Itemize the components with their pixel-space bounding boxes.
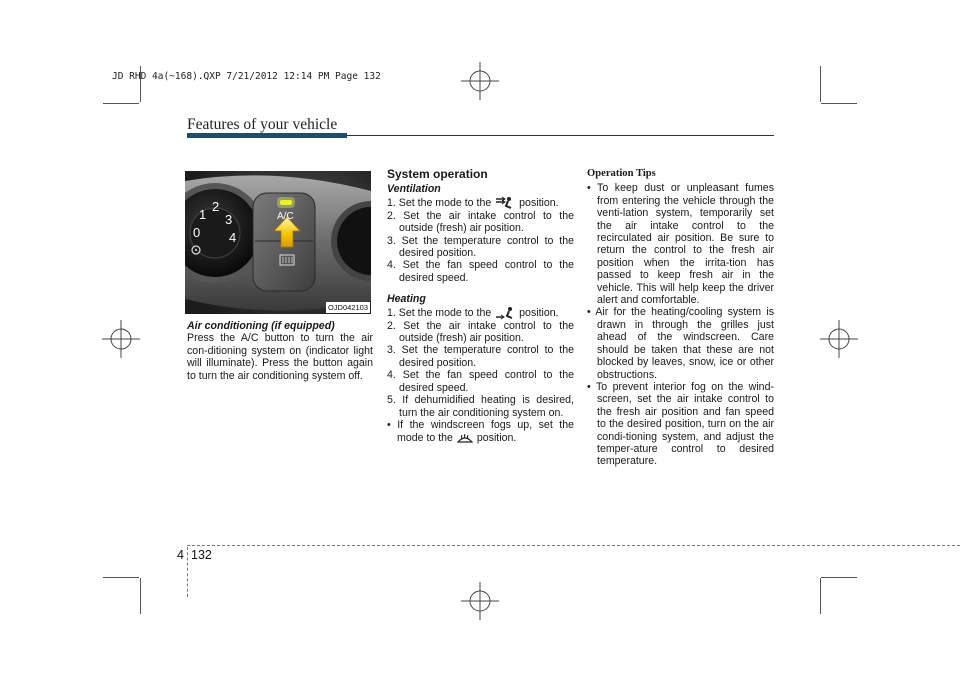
footer-rule (187, 545, 960, 546)
crop-mark (103, 577, 139, 578)
crop-mark (820, 578, 821, 614)
ventilation-step-4: 4. Set the fan speed control to the desired speed. (387, 259, 574, 284)
crop-mark (140, 578, 141, 614)
registration-mark-icon (461, 62, 499, 100)
climate-panel-illustration (185, 171, 371, 314)
ventilation-step-2: 2. Set the air intake control to the outside (fresh) air position. (387, 209, 574, 235)
heating-step-3: 3. Set the temperature control to the desired position. (387, 344, 574, 369)
system-operation-section (387, 168, 574, 445)
header-rule (347, 135, 774, 136)
floor-mode-icon (494, 306, 516, 320)
registration-mark-icon (820, 320, 858, 358)
section-title: Features of your vehicle (187, 116, 338, 133)
header-accent-bar (187, 133, 347, 138)
dial-number: 3 (225, 212, 233, 227)
image-code: OJD042103 (327, 303, 368, 312)
dial-number: 2 (212, 199, 220, 214)
registration-mark-icon (461, 582, 499, 620)
tip-1: • To keep dust or unpleasant fumes from entering the vehicle through the venti-lation system, temporarily set the air intake control to the recirculated air position. Be sure to return the control to the fresh air position when the irrita-tion has passed to keep fresh air in the vehicle. This will help keep the driver alert and comfortable. (587, 182, 774, 307)
operation-tips-heading: Operation Tips (587, 168, 656, 179)
crop-mark (821, 577, 857, 578)
ventilation-step-3: 3. Set the temperature control to the desired position. (387, 234, 574, 260)
dial-number: 0 (193, 225, 201, 240)
ac-button-label: A/C (277, 211, 294, 222)
system-operation-heading: System operation (387, 167, 488, 181)
ac-heading: Air conditioning (if equipped) (187, 320, 335, 332)
dial-number: 1 (199, 207, 207, 222)
dial-number: 4 (229, 230, 237, 245)
ventilation-heading: Ventilation (387, 183, 441, 196)
tip-3: • To prevent interior fog on the wind-screen, set the air intake control to the fresh air position and fan speed to the desired position, turn on the air condi-tioning system, and adjust the temper-ature control to desired temperature. (587, 380, 774, 468)
ventilation-step-1: 1. Set the mode to the position. (387, 196, 559, 209)
chapter-number: 4 (177, 548, 184, 562)
heating-step-5: 5. If dehumidified heating is desired, turn the air conditioning system on. (387, 394, 574, 419)
heating-step-2: 2. Set the air intake control to the outside (fresh) air position. (387, 319, 574, 345)
heating-step-4: 4. Set the fan speed control to the desired speed. (387, 369, 574, 394)
page-number (177, 548, 212, 562)
crop-mark (821, 103, 857, 104)
defrost-mode-icon (456, 431, 474, 445)
page-number-value: 132 (191, 548, 212, 562)
heating-heading: Heating (387, 293, 426, 306)
registration-mark-icon (102, 320, 140, 358)
ac-section (187, 320, 373, 382)
heating-step-1: 1. Set the mode to the position. (387, 306, 559, 319)
tip-2: • Air for the heating/cooling system is drawn in through the grilles just ahead of the windscreen. Care should be taken that these are not blocked by leaves, snow, ice or other obstructions. (587, 306, 774, 381)
print-slug: JD RHD 4a(~168).QXP 7/21/2012 12:14 PM Page 132 (112, 71, 381, 82)
face-vent-mode-icon (494, 196, 516, 210)
ac-body: Press the A/C button to turn the air con-ditioning system on (indicator light will illuminate). Press the button again to turn the air conditioning system off. (187, 332, 373, 382)
crop-mark (103, 103, 139, 104)
ac-control-photo (185, 171, 371, 314)
heating-bullet: • If the windscreen fogs up, set the mode to the position. (387, 418, 574, 445)
crop-mark (820, 66, 821, 102)
operation-tips-section (587, 168, 774, 468)
